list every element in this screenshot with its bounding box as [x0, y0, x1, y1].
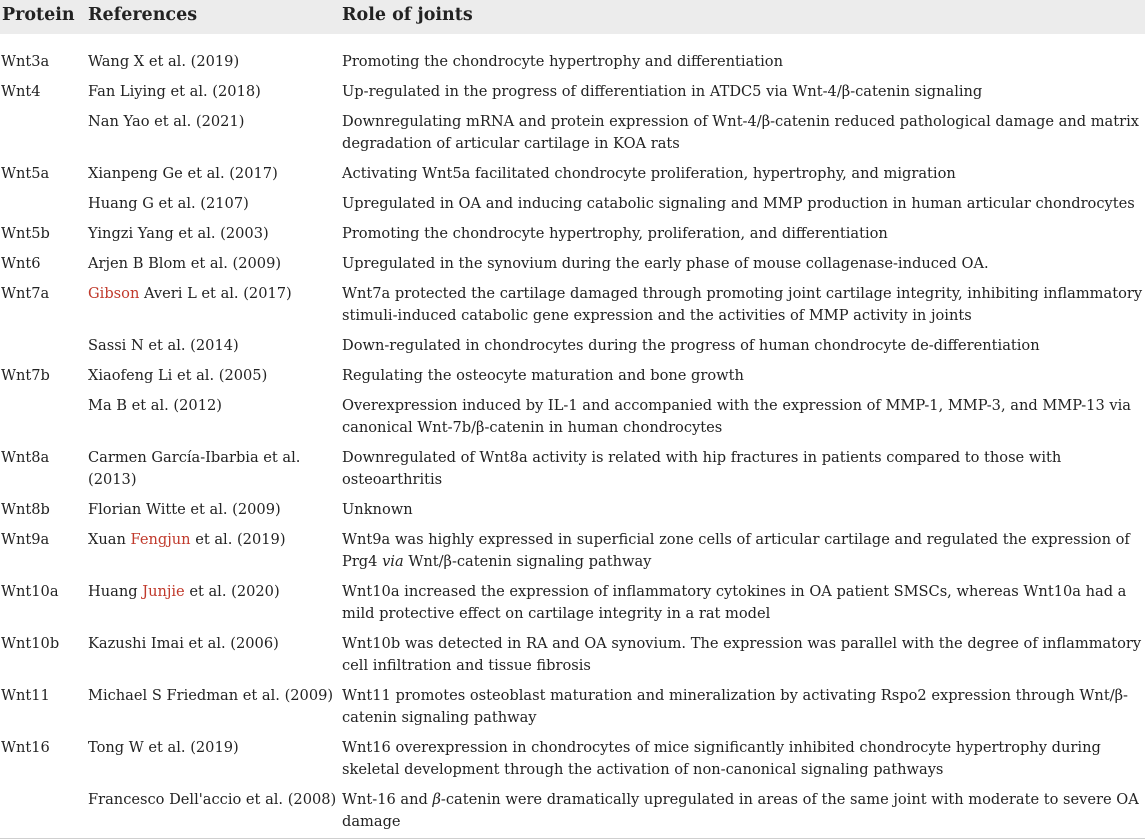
header-references: References	[88, 0, 342, 34]
reference-cell: Carmen García-Ibarbia et al. (2013)	[88, 449, 301, 488]
protein-cell	[0, 392, 88, 444]
protein-cell	[0, 332, 88, 362]
reference-cell: Tong W et al. (2019)	[88, 739, 239, 756]
role-cell: Up-regulated in the progress of differentiation in ATDC5 via Wnt-4/β-catenin signaling	[342, 83, 983, 100]
role-cell: Overexpression induced by IL-1 and accompanied with the expression of MMP-1, MMP-3, and MMP-13 via canonical Wnt-7b/β-catenin in human chondrocytes	[342, 397, 1131, 436]
table-row	[0, 78, 1145, 108]
reference-cell: Ma B et al. (2012)	[88, 397, 222, 414]
reference-cell: Xiaofeng Li et al. (2005)	[88, 367, 268, 384]
table-row	[0, 220, 1145, 250]
protein-cell	[0, 786, 88, 839]
table-row	[0, 578, 1145, 630]
role-cell: Wnt16 overexpression in chondrocytes of mice significantly inhibited chondrocyte hypertrophy during skeletal development through the activation of non-canonical signaling pathways	[342, 739, 1101, 778]
table-row	[0, 108, 1145, 160]
reference-cell	[88, 578, 342, 630]
protein-cell: Wnt4	[1, 83, 41, 100]
reference-cell: Xianpeng Ge et al. (2017)	[88, 165, 278, 182]
table-row	[0, 362, 1145, 392]
reference-cell: Kazushi Imai et al. (2006)	[88, 635, 279, 652]
reference-cell: Arjen B Blom et al. (2009)	[88, 255, 282, 272]
table-row	[0, 190, 1145, 220]
table-header	[0, 0, 1145, 48]
role-cell: Wnt10a increased the expression of inflammatory cytokines in OA patient SMSCs, whereas Wnt10a had a mild protective effect on cartilage integrity in a rat model	[342, 583, 1127, 622]
role-cell: Upregulated in the synovium during the early phase of mouse collagenase-induced OA.	[342, 255, 989, 272]
role-italic: β	[432, 791, 441, 808]
protein-cell: Wnt11	[1, 687, 50, 704]
table-row	[0, 496, 1145, 526]
reference-cell: Yingzi Yang et al. (2003)	[88, 225, 269, 242]
role-cell: Wnt7a protected the cartilage damaged through promoting joint cartilage integrity, inhibiting inflammatory stimuli-induced catabolic gene expression and the activities of MMP activity in joints	[342, 285, 1143, 324]
protein-cell	[0, 190, 88, 220]
reference-highlight: Junjie	[142, 583, 185, 600]
role-cell: Promoting the chondrocyte hypertrophy, proliferation, and differentiation	[342, 225, 888, 242]
protein-cell: Wnt6	[1, 255, 41, 272]
protein-cell	[0, 108, 88, 160]
table-row	[0, 280, 1145, 332]
reference-cell: Nan Yao et al. (2021)	[88, 113, 245, 130]
table-row	[0, 630, 1145, 682]
protein-cell: Wnt10b	[1, 635, 60, 652]
reference-cell: Wang X et al. (2019)	[88, 53, 240, 70]
role-cell	[342, 786, 1145, 839]
protein-cell: Wnt16	[1, 739, 50, 756]
header-protein: Protein	[0, 0, 88, 34]
reference-cell: Sassi N et al. (2014)	[88, 337, 239, 354]
table-row	[0, 250, 1145, 280]
reference-text: Averi L et al. (2017)	[139, 285, 292, 302]
role-italic: via	[382, 553, 404, 570]
table-row	[0, 526, 1145, 578]
reference-cell: Francesco Dell'accio et al. (2008)	[88, 786, 342, 839]
protein-cell: Wnt8a	[1, 449, 50, 466]
table-row	[0, 786, 1145, 839]
reference-text: Huang	[88, 583, 143, 600]
protein-cell: Wnt10a	[1, 583, 59, 600]
role-cell	[342, 526, 1145, 578]
role-cell: Upregulated in OA and inducing catabolic signaling and MMP production in human articular chondrocytes	[342, 195, 1135, 212]
reference-cell: Michael S Friedman et al. (2009)	[88, 687, 334, 704]
reference-cell	[88, 526, 342, 578]
protein-cell: Wnt7a	[1, 285, 50, 302]
reference-text: et al. (2019)	[190, 531, 286, 548]
table-row	[0, 444, 1145, 496]
role-cell: Regulating the osteocyte maturation and bone growth	[342, 367, 744, 384]
protein-cell: Wnt8b	[1, 501, 50, 518]
table-row	[0, 734, 1145, 786]
reference-cell: Huang G et al. (2107)	[88, 195, 249, 212]
role-text: Wnt/β-catenin signaling pathway	[403, 553, 652, 570]
reference-cell: Florian Witte et al. (2009)	[88, 501, 281, 518]
role-text: -catenin were dramatically upregulated in areas of the same joint with moderate to severe OA damage	[342, 791, 1139, 830]
role-text: Wnt-16 and	[342, 791, 433, 808]
role-text: Wnt9a was highly expressed in superficial zone cells of articular cartilage and regulated the expression of Prg4	[342, 531, 1130, 570]
reference-cell	[88, 280, 342, 332]
role-cell: Wnt11 promotes osteoblast maturation and mineralization by activating Rspo2 expression through Wnt/β-catenin signaling pathway	[342, 687, 1128, 726]
role-cell: Unknown	[342, 501, 413, 518]
table-row	[0, 160, 1145, 190]
table-row	[0, 682, 1145, 734]
role-cell: Promoting the chondrocyte hypertrophy and differentiation	[342, 53, 783, 70]
role-cell: Down-regulated in chondrocytes during the progress of human chondrocyte de-differentiation	[342, 337, 1040, 354]
reference-cell: Fan Liying et al. (2018)	[88, 83, 261, 100]
reference-highlight: Gibson	[88, 285, 140, 302]
reference-text: et al. (2020)	[184, 583, 280, 600]
reference-text: Xuan	[88, 531, 131, 548]
role-cell: Downregulating mRNA and protein expression of Wnt-4/β-catenin reduced pathological damage and matrix degradation of articular cartilage in KOA rats	[342, 113, 1139, 152]
table-row	[0, 332, 1145, 362]
role-cell: Wnt10b was detected in RA and OA synovium. The expression was parallel with the degree of inflammatory cell infiltration and tissue fibrosis	[342, 635, 1142, 674]
role-cell: Activating Wnt5a facilitated chondrocyte proliferation, hypertrophy, and migration	[342, 165, 956, 182]
header-role: Role of joints	[342, 0, 1145, 34]
table-row	[0, 48, 1145, 78]
reference-highlight: Fengjun	[130, 531, 191, 548]
table-body	[0, 48, 1145, 839]
protein-cell: Wnt3a	[1, 53, 50, 70]
protein-cell: Wnt5a	[1, 165, 50, 182]
role-cell: Downregulated of Wnt8a activity is related with hip fractures in patients compared to those with osteoarthritis	[342, 449, 1062, 488]
table-row	[0, 392, 1145, 444]
protein-cell: Wnt7b	[1, 367, 50, 384]
protein-cell: Wnt9a	[1, 531, 50, 548]
protein-cell: Wnt5b	[1, 225, 50, 242]
